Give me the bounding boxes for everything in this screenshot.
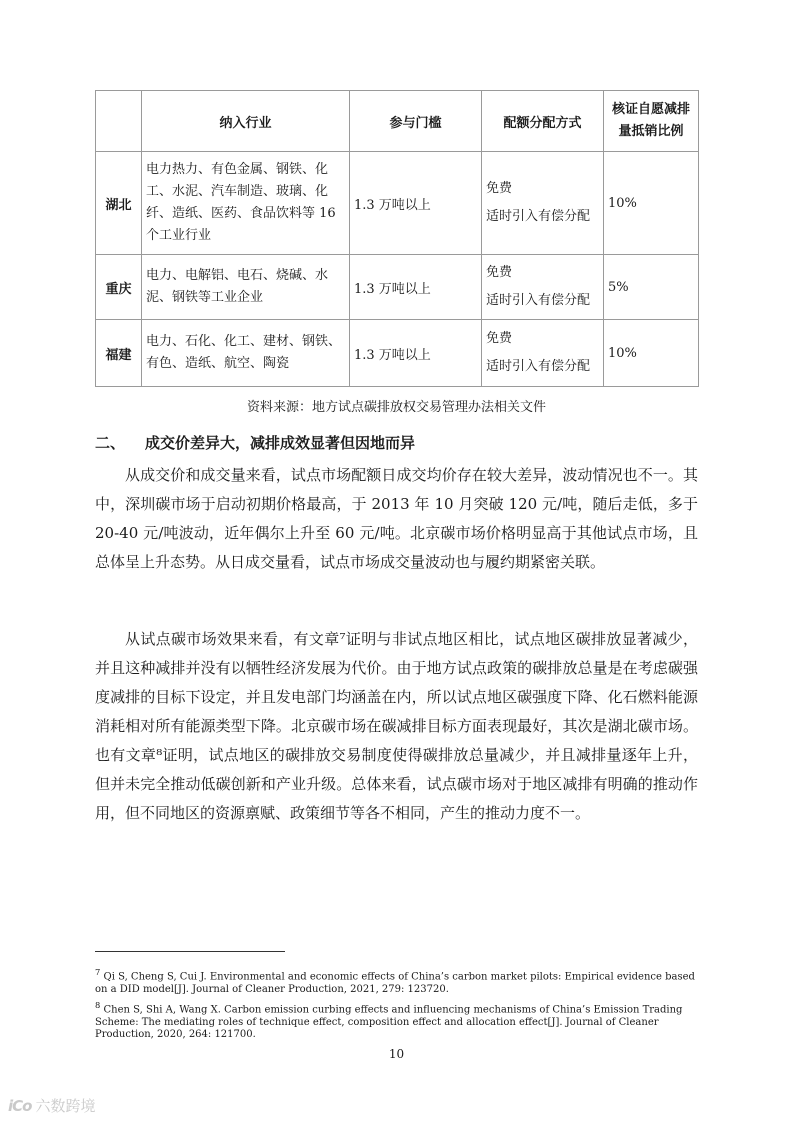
table-header-cell: 参与门槛 — [350, 91, 482, 152]
table-row — [96, 255, 699, 320]
footnote — [95, 999, 700, 1042]
industries-cell: 电力、石化、化工、建材、钢铁、有色、造纸、航空、陶瓷 — [142, 320, 350, 387]
allocation-free: 免费 — [486, 265, 513, 280]
allocation-paid: 适时引入有偿分配 — [486, 359, 591, 374]
footnote-text: Qi S, Cheng S, Cui J. Environmental and economic effects of China’s carbon market pilots: Empirical evidence based on a DID model[J]. Journal of Cleaner Production, 2021, 279: 123720. — [95, 971, 695, 995]
offset-cell: 10% — [604, 152, 699, 255]
table-header-cell — [96, 91, 142, 152]
table-header-cell: 核证自愿减排量抵销比例 — [604, 91, 699, 152]
threshold-cell: 1.3 万吨以上 — [350, 152, 482, 255]
threshold-cell: 1.3 万吨以上 — [350, 255, 482, 320]
offset-cell: 5% — [604, 255, 699, 320]
section-number: 二、 — [95, 434, 126, 452]
table-header-cell: 配额分配方式 — [482, 91, 604, 152]
table-row — [96, 320, 699, 387]
allocation-cell — [482, 320, 604, 387]
region-cell: 重庆 — [96, 255, 142, 320]
page-number: 10 — [388, 1047, 405, 1061]
footnote-text: Chen S, Shi A, Wang X. Carbon emission curbing effects and influencing mechanisms of China’s Emission Trading Scheme: The mediating roles of technique effect, composition effect and allocation effect[J]. Journal of Cleaner Production, 2020, 264: 121700. — [95, 1004, 683, 1041]
allocation-free: 免费 — [486, 331, 513, 346]
allocation-paid: 适时引入有偿分配 — [486, 293, 591, 308]
footnote — [95, 966, 700, 996]
table-row — [96, 152, 699, 255]
section-title: 成交价差异大，减排成效显著但因地而异 — [145, 434, 416, 452]
policy-table — [95, 90, 699, 387]
allocation-cell — [482, 255, 604, 320]
region-cell: 福建 — [96, 320, 142, 387]
watermark-logo: iCo — [8, 1096, 32, 1115]
region-cell: 湖北 — [96, 152, 142, 255]
watermark-text: 六数跨境 — [35, 1097, 96, 1115]
offset-cell: 10% — [604, 320, 699, 387]
industries-cell: 电力热力、有色金属、钢铁、化工、水泥、汽车制造、玻璃、化纤、造纸、医药、食品饮料等 16 个工业行业 — [142, 152, 350, 255]
allocation-paid: 适时引入有偿分配 — [486, 209, 591, 224]
allocation-free: 免费 — [486, 181, 513, 196]
body-paragraph: 从试点碳市场效果来看，有文章⁷证明与非试点地区相比，试点地区碳排放显著减少，并且这种减排并没有以牺牲经济发展为代价。由于地方试点政策的碳排放总量是在考虑碳强度减排的目标下设定，并且发电部门均涵盖在内，所以试点地区碳强度下降、化石燃料能源消耗相对所有能源类型下降。北京碳市场在碳减排目标方面表现最好，其次是湖北碳市场。也有文章⁸证明，试点地区的碳排放交易制度使得碳排放总量减少，并且减排量逐年上升，但并未完全推动低碳创新和产业升级。总体来看，试点碳市场对于地区减排有明确的推动作用，但不同地区的资源禀赋、政策细节等各不相同，产生的推动力度不一。 — [95, 630, 698, 822]
threshold-cell: 1.3 万吨以上 — [350, 320, 482, 387]
footnote-divider — [95, 951, 285, 952]
industries-cell: 电力、电解铝、电石、烧碱、水泥、钢铁等工业企业 — [142, 255, 350, 320]
body-paragraph: 从成交价和成交量来看，试点市场配额日成交均价存在较大差异，波动情况也不一。其中，深圳碳市场于启动初期价格最高，于 2013 年 10 月突破 120 元/吨，随后走低，多于 20-40 元/吨波动，近年偶尔上升至 60 元/吨。北京碳市场价格明显高于其他试点市场，且总体呈上升态势。从日成交量看，试点市场成交量波动也与履约期紧密关联。 — [95, 466, 698, 571]
section-heading — [95, 432, 415, 453]
table-source-note: 资料来源：地方试点碳排放权交易管理办法相关文件 — [246, 400, 546, 415]
allocation-cell — [482, 152, 604, 255]
table-header-cell: 纳入行业 — [142, 91, 350, 152]
table-header-row — [96, 91, 699, 152]
footnote-mark: 8 — [95, 1000, 101, 1010]
watermark — [8, 1095, 95, 1116]
footnote-mark: 7 — [95, 967, 101, 977]
